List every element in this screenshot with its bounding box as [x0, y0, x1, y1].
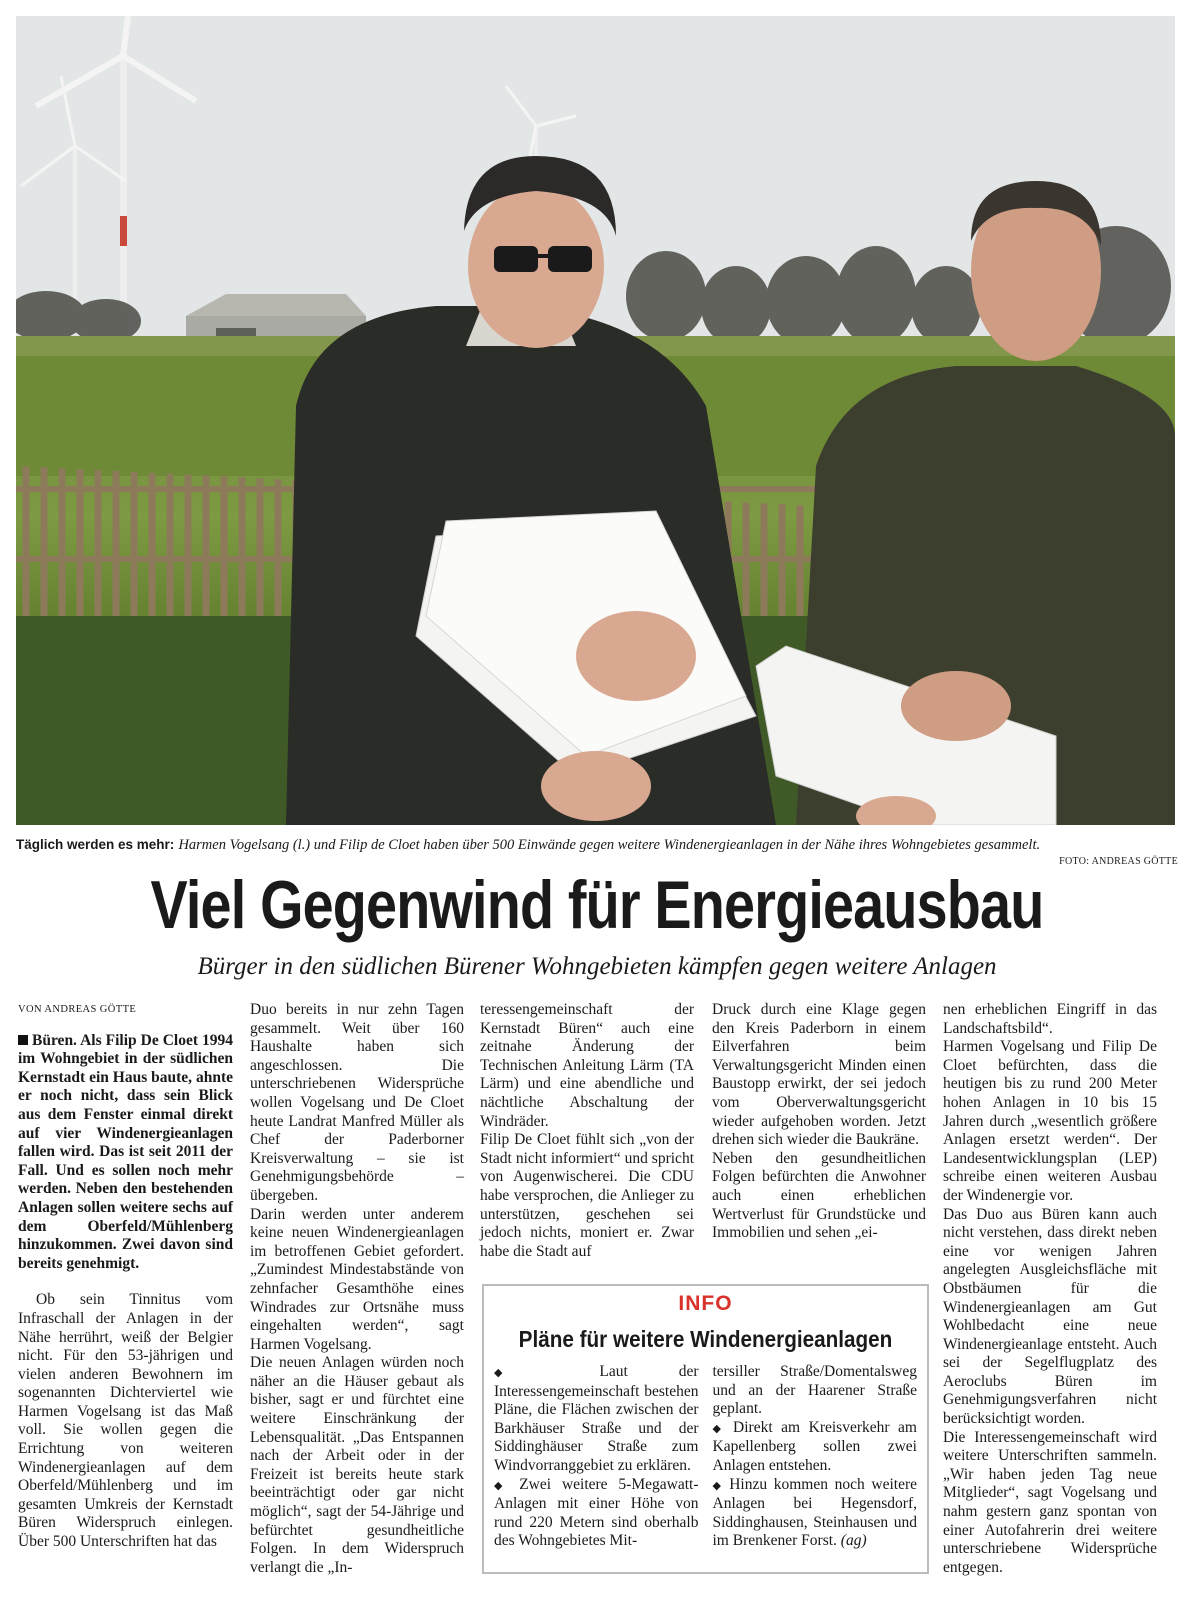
info-box: [482, 1284, 929, 1574]
caption-lead: Täglich werden es mehr:: [16, 837, 175, 852]
info-bullet: ◆ Laut der Interessengemeinschaft bestehen Pläne, die Flächen zwischen der Barkhäuser Straße und der Siddinghäuser Straße zum Windvorranggebiet zu erklären.: [494, 1363, 699, 1474]
article-column-3: [480, 1001, 694, 1261]
diamond-bullet-icon: ◆: [712, 1479, 730, 1492]
paragraph: Das Duo aus Büren kann auch nicht verstehen, dass direkt neben eine vor wenigen Jahren angelegten Ausgleichsfläche mit Obstbäumen für die Windenergieanlagen am Gut Wohlbedacht eine neue Windenergieanlage entsteht. Auch sei der Segelflugplatz des Aeroclubs Büren im Genehmigungsverfahren nicht berücksichtigt worden.: [943, 1205, 1157, 1428]
info-bullet-continued: tersiller Straße/Domentalsweg und an der Haarener Straße geplant.: [712, 1363, 917, 1418]
paragraph: nen erheblichen Eingriff in das Landschaftsbild“.: [943, 1001, 1157, 1037]
paragraph: Harmen Vogelsang und Filip De Cloet befürchten, dass die heutigen bis zu rund 200 Meter hohen Anlagen in 10 bis 15 Jahren durch „wesentlich größere Anlagen ersetzt werden“. Der Landesentwicklungsplan (LEP) schreibe einen weiteren Ausbau der Windenergie vor.: [943, 1038, 1157, 1204]
diamond-bullet-icon: ◆: [494, 1367, 600, 1379]
author-initials: (ag): [840, 1532, 867, 1550]
photo-credit: FOTO: ANDREAS GÖTTE: [1059, 856, 1178, 867]
article-photo: [16, 16, 1175, 825]
diamond-bullet-icon: ◆: [494, 1479, 520, 1492]
paragraph: Ob sein Tinnitus vom Infraschall der Anlagen in der Nähe herrührt, weiß der Belgier nicht. Für den 53-jährigen und vielen anderen Bewohnern im sogenannten Dichterviertel wie Harmen Vogelsang ist das Maß voll. Sie wollen gegen die Errichtung von weiteren Windenergieanlagen auf dem Oberfeld/Mühlenberg und im gesamten Umkreis der Kernstadt Büren Widerspruch einlegen. Über 500 Unterschriften hat das: [18, 1291, 233, 1551]
paragraph: Neben den gesundheitlichen Folgen befürchten die Anwohner auch einen erheblichen Wertverlust für Grundstücke und Immobilien und sehen „ei-: [712, 1149, 926, 1242]
article-column-1: [18, 1001, 233, 1552]
paragraph: Die neuen Anlagen würden noch näher an die Häuser gebaut als bisher, sagt er und fürchtet eine weitere Einschränkung der Lebensqualität. „Das Entspannen nach der Arbeit oder in der Freizeit ist bereits heute stark beeinträchtigt oder gar nicht möglich“, sagt der 54-Jährige und befürchtet gesundheitliche Folgen. In dem Widerspruch verlangt die „In-: [250, 1354, 464, 1576]
subheadline: Bürger in den südlichen Bürener Wohngebieten kämpfen gegen weitere Anlagen: [197, 953, 997, 980]
paragraph: Die Interessengemeinschaft wird weitere Unterschriften sammeln. „Wir haben jeden Tag neue Mitglieder“, sagt Vogelsang und nahm gestern ganz spontan von einer Autofahrerin drei weitere unterschriebene Widersprüche entgegen.: [943, 1428, 1157, 1576]
diamond-bullet-icon: ◆: [712, 1422, 734, 1435]
info-bullet: ◆ Hinzu kommen noch weitere Anlagen bei Hegensdorf, Siddinghausen, Steinhausen und im Brenkener Forst. (ag): [712, 1475, 917, 1550]
info-bullet: ◆ Direkt am Kreisverkehr am Kapellenberg sollen zwei Anlagen entstehen.: [712, 1418, 917, 1474]
info-column-1: [494, 1363, 699, 1551]
article-column-5: [943, 1001, 1157, 1577]
info-column-2: [713, 1363, 918, 1551]
photo-caption: [16, 836, 1156, 854]
info-bullet: ◆ Zwei weitere 5-Megawatt-Anlagen mit einer Höhe von rund 220 Metern sind oberhalb des Wohngebietes Mit-: [494, 1475, 699, 1550]
square-bullet-icon: [18, 1035, 28, 1045]
photo-illustration: [16, 16, 1175, 825]
paragraph: Darin werden unter anderem keine neuen Windenergieanlagen im betroffenen Gebiet gefordert. „Zumindest Mindestabstände von zehnfacher Gesamthöhe eines Windrades zur Ortsnähe muss eingehalten werden“, sagt Harmen Vogelsang.: [250, 1205, 464, 1353]
caption-text: Harmen Vogelsang (l.) und Filip de Cloet haben über 500 Einwände gegen weitere Windenergieanlagen in der Nähe ihres Wohngebietes gesammelt.: [178, 837, 1041, 853]
info-title: Pläne für weitere Windenergieanlagen: [518, 1326, 893, 1352]
headline: Viel Gegenwind für Energieausbau: [150, 867, 1044, 943]
article-lead: Büren. Als Filip De Cloet 1994 im Wohngebiet in der südlichen Kernstadt ein Haus baute, ahnte er noch nicht, dass sein Blick aus dem Fenster einmal direkt auf vier Windenergieanlagen fallen wird. Das ist seit 2011 der Fall. Und es sollen noch mehr werden. Neben den bestehenden Anlagen sollen weitere sechs auf dem Oberfeld/Mühlenberg hinzukommen. Zwei davon sind bereits genehmigt.: [18, 1031, 233, 1272]
article-column-4: [712, 1001, 926, 1243]
info-tag: INFO: [678, 1292, 733, 1315]
author-byline: VON ANDREAS GÖTTE: [18, 1004, 137, 1015]
paragraph: teressengemeinschaft der Kernstadt Büren“ auch eine zeitnahe Änderung der Technischen Anleitung Lärm (TA Lärm) und eine abendliche und nächtliche Abschaltung der Windräder.: [480, 1001, 694, 1130]
paragraph: Duo bereits in nur zehn Tagen gesammelt. Weit über 160 Haushalte haben sich angeschlossen. Die unterschriebenen Widersprüche wollen Vogelsang und De Cloet heute Landrat Manfred Müller als Chef der Paderborner Kreisverwaltung – sie ist Genehmigungsbehörde – übergeben.: [250, 1001, 464, 1204]
paragraph: Druck durch eine Klage gegen den Kreis Paderborn in einem Eilverfahren beim Verwaltungsgericht Minden einen Baustopp erwirkt, der sei jedoch vom Oberverwaltungsgericht wieder aufgehoben worden. Jetzt drehen sich wieder die Baukräne.: [712, 1001, 926, 1149]
article-column-2: [250, 1001, 464, 1577]
paragraph: Filip De Cloet fühlt sich „von der Stadt nicht informiert“ und spricht von Augenwischerei. Die CDU habe versprochen, die Anlieger zu unterstützen, geschehen sei jedoch nichts, moniert er. Zwar habe die Stadt auf: [480, 1131, 694, 1260]
